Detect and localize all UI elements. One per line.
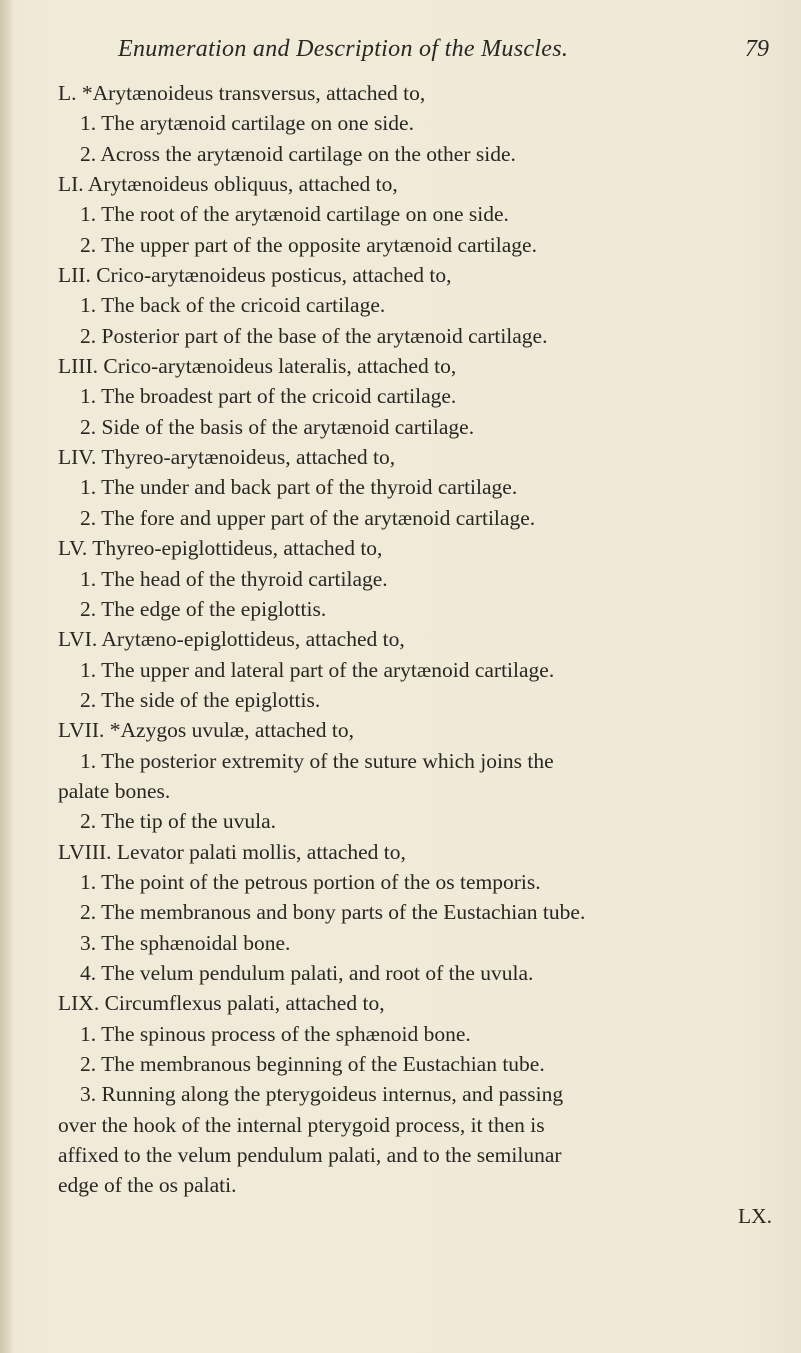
attachment-item: 1. The arytænoid cartilage on one side.: [80, 111, 414, 136]
continuation-line: edge of the os palati.: [58, 1173, 237, 1198]
attachment-item: 2. The membranous beginning of the Eustachian tube.: [80, 1052, 545, 1076]
attachment-item: 1. The upper and lateral part of the arytænoid cartilage.: [80, 657, 555, 682]
muscle-heading: LVI. Arytæno-epiglottideus, attached to,: [58, 627, 405, 652]
attachment-item: 1. The posterior extremity of the suture which joins the: [80, 748, 554, 773]
attachment-item: 1. The point of the petrous portion of the os temporis.: [80, 869, 541, 894]
attachment-item: 1. The spinous process of the sphænoid bone.: [80, 1021, 471, 1046]
continuation-line: palate bones.: [58, 778, 171, 803]
muscle-heading: LIV. Thyreo-arytænoideus, attached to,: [58, 445, 396, 470]
page-text: [58, 78, 778, 1231]
page-number: 79: [745, 36, 769, 62]
muscle-heading: LIII. Crico-arytænoideus lateralis, attached to,: [58, 354, 457, 379]
running-header: [118, 36, 769, 70]
attachment-item: 2. The tip of the uvula.: [80, 809, 277, 834]
muscle-heading: LII. Crico-arytænoideus posticus, attached to,: [58, 263, 452, 288]
attachment-item: 2. Across the arytænoid cartilage on the other side.: [80, 141, 516, 166]
muscle-heading: LVII. *Azygos uvulæ, attached to,: [58, 718, 354, 743]
attachment-item: 2. The side of the epiglottis.: [80, 687, 321, 712]
running-title: Enumeration and Description of the Muscles.: [118, 36, 569, 62]
continuation-line: over the hook of the internal pterygoid process, it then is: [58, 1112, 545, 1137]
continuation-line: affixed to the velum pendulum palati, and to the semilunar: [58, 1143, 562, 1168]
attachment-item: 1. The root of the arytænoid cartilage on one side.: [80, 202, 509, 227]
attachment-item: 2. Posterior part of the base of the arytænoid cartilage.: [80, 323, 548, 348]
muscle-heading: LV. Thyreo-epiglottideus, attached to,: [58, 536, 383, 561]
attachment-item: 2. The membranous and bony parts of the Eustachian tube.: [80, 900, 586, 925]
attachment-item: 2. The fore and upper part of the arytænoid cartilage.: [80, 505, 536, 530]
attachment-item: 4. The velum pendulum palati, and root of the uvula.: [80, 960, 534, 985]
catchword: LX.: [737, 1203, 772, 1228]
attachment-item: 1. The broadest part of the cricoid cartilage.: [80, 384, 457, 409]
page-gutter-shadow: [0, 0, 14, 1353]
muscle-heading: LI. Arytænoideus obliquus, attached to,: [58, 172, 398, 197]
attachment-item: 2. Side of the basis of the arytænoid cartilage.: [80, 414, 475, 439]
attachment-item: 1. The head of the thyroid cartilage.: [80, 566, 388, 591]
attachment-item: 1. The back of the cricoid cartilage.: [80, 293, 386, 318]
attachment-item: 1. The under and back part of the thyroid cartilage.: [80, 475, 518, 500]
attachment-item: 2. The upper part of the opposite arytænoid cartilage.: [80, 232, 537, 257]
muscle-heading: LIX. Circumflexus palati, attached to,: [58, 991, 385, 1016]
attachment-item: 2. The edge of the epiglottis.: [80, 596, 327, 621]
attachment-item: 3. The sphænoidal bone.: [80, 930, 291, 955]
muscle-heading: LVIII. Levator palati mollis, attached to,: [58, 839, 406, 864]
attachment-item: 3. Running along the pterygoideus internus, and passing: [80, 1082, 564, 1107]
muscle-heading: L. *Arytænoideus transversus, attached to,: [58, 81, 426, 105]
